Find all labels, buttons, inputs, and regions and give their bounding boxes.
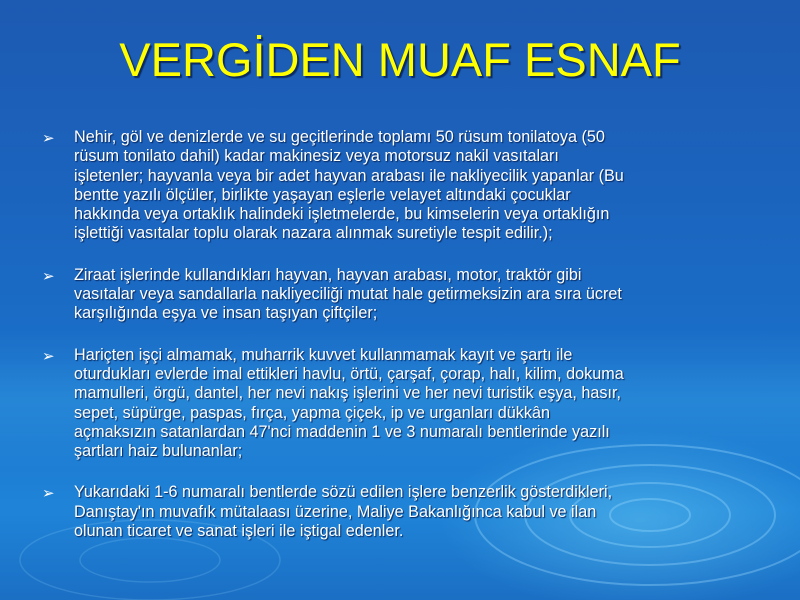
text-line: Hariçten işçi almamak, muharrik kuvvet kullanmamak kayıt ve şartı ile <box>74 345 573 364</box>
text-line: Danıştay'ın muvafık mütalaası üzerine, Maliye Bakanlığınca kabul ve ilan <box>74 502 597 521</box>
text-line: vasıtalar veya sandallarla nakliyeciliği mutat hale getirmeksizin ara sıra ücret <box>74 285 622 304</box>
arrowhead-bullet-icon: ➢ <box>42 347 55 365</box>
arrowhead-bullet-icon: ➢ <box>42 485 55 503</box>
text-line: şartları haiz bulunanlar; <box>74 442 243 461</box>
bullet-text-4 <box>74 483 760 541</box>
bullet-item-1 <box>42 128 760 244</box>
bullet-item-4 <box>42 483 760 541</box>
bullet-item-3 <box>42 346 760 462</box>
text-line: bentte yazılı ölçüler, birlikte yaşayan eşlerle velayet altındaki çocuklar <box>74 185 571 204</box>
bullet-text-1 <box>74 128 760 244</box>
text-line: Nehir, göl ve denizlerde ve su geçitlerinde toplamı 50 rüsum tonilatoya (50 <box>74 128 605 146</box>
text-line: işletenler; hayvanla veya bir adet hayvan arabası ile nakliyecilik yapanlar (Bu <box>74 166 624 185</box>
text-line: açmaksızın satanlardan 47'nci maddenin 1 ve 3 numaralı bentlerinde yazılı <box>74 422 610 441</box>
bullet-text-2 <box>74 266 760 324</box>
text-line: Ziraat işlerinde kullandıkları hayvan, hayvan arabası, motor, traktör gibi <box>74 265 582 284</box>
arrowhead-bullet-icon: ➢ <box>42 267 55 285</box>
text-line: rüsum tonilato dahil) kadar makinesiz veya motorsuz nakil vasıtaları <box>74 147 559 166</box>
text-line: Yukarıdaki 1-6 numaralı bentlerde sözü edilen işlere benzerlik gösterdikleri, <box>74 483 613 502</box>
bullet-item-2 <box>42 266 760 324</box>
arrowhead-bullet-icon: ➢ <box>42 130 55 147</box>
bullet-text-3 <box>74 346 760 462</box>
text-line: işlettiği vasıtalar toplu olarak nazara alınmak suretiyle tespit edilir.); <box>74 224 553 243</box>
text-line: olunan ticaret ve sanat işleri ile iştigal edenler. <box>74 522 404 541</box>
text-line: karşılığında eşya ve insan taşıyan çiftçiler; <box>74 304 378 323</box>
bullet-list <box>42 128 760 541</box>
text-line: oturdukları evlerde imal ettikleri havlu, örtü, çarşaf, çorap, halı, kilim, dokuma <box>74 364 624 383</box>
text-line: mamulleri, örgü, dantel, her nevi nakış işlerini ve her nevi turistik eşya, hasır, <box>74 384 622 403</box>
text-line: sepet, süpürge, paspas, fırça, yapma çiçek, ip ve urganları dükkân <box>74 403 550 422</box>
slide-title: VERGİDEN MUAF ESNAF <box>119 33 681 86</box>
text-line: hakkında veya ortaklık halindeki işletmelerde, bu kimselerin veya ortaklığın <box>74 205 610 224</box>
